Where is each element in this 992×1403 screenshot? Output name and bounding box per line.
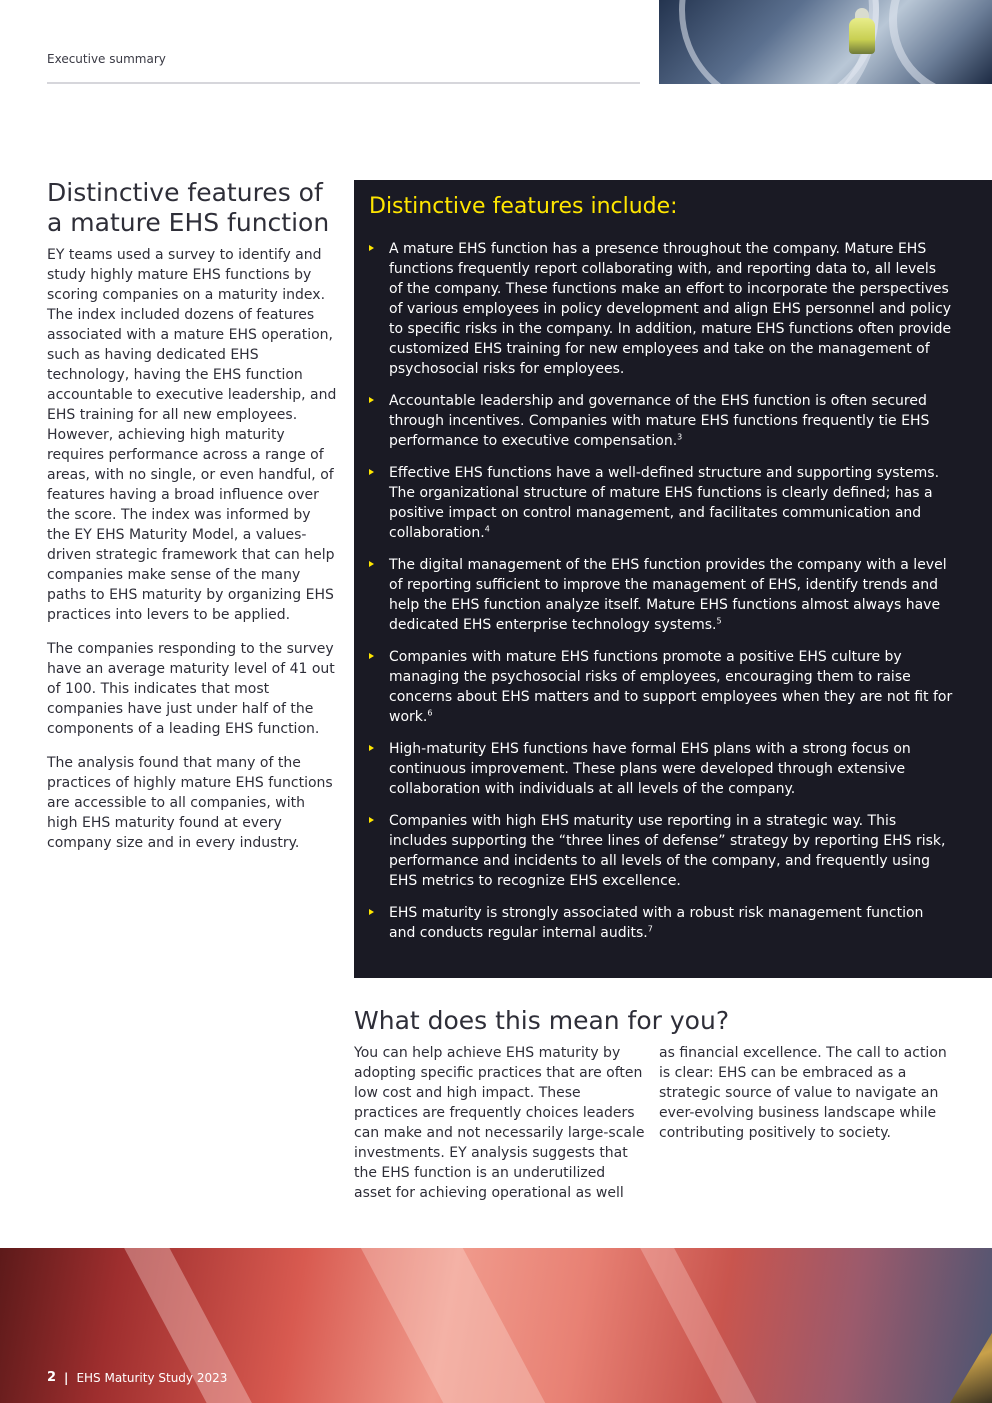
triangle-bullet-icon [369,909,374,915]
feature-text: A mature EHS function has a presence throughout the company. Mature EHS functions frequently report collaborating with, and reporting data to, all levels of the company. These functions make an effort to incorporate the perspectives of various employees in policy development and align EHS personnel and policy to specific risks in the company. In addition, mature EHS functions often provide customized EHS training for new employees and take on the management of psychosocial risks for employees. [389,241,952,377]
feature-text: EHS maturity is strongly associated with a robust risk management function and conducts regular internal audits. [389,905,924,941]
triangle-bullet-icon [369,469,374,475]
feature-text: Companies with mature EHS functions promote a positive EHS culture by managing the psychosocial risks of employees, encouraging them to raise concerns about EHS matters and to support employees when they are not fit for work. [389,649,953,725]
intro-heading: Distinctive features of a mature EHS function [47,178,330,237]
feature-text: Companies with high EHS maturity use reporting in a strategic way. This includes supporting the “three lines of defense” strategy by reporting EHS risk, performance and incidents to all levels of the company, and frequently using EHS metrics to recognize EHS excellence. [389,813,946,889]
triangle-bullet-icon [369,245,374,251]
features-panel [354,180,992,978]
feature-item [369,903,954,943]
features-list [369,239,954,955]
section-label: Executive summary [47,52,166,66]
triangle-bullet-icon [369,561,374,567]
feature-item [369,239,954,379]
feature-item [369,811,954,891]
footnote-ref: 4 [484,524,490,534]
meaning-heading: What does this mean for you? [354,1006,730,1035]
meaning-text-col2: as financial excellence. The call to action is clear: EHS can be embraced as a strategic source of value to navigate an ever-evolving business landscape while contributing positively to society. [659,1045,947,1141]
footnote-ref: 5 [716,616,722,626]
intro-paragraph: EY teams used a survey to identify and study highly mature EHS functions by scoring companies on a maturity index. The index included dozens of features associated with a mature EHS operation, such as having dedicated EHS technology, having the EHS function accountable to executive leadership, and EHS training for all new employees. However, achieving high maturity requires performance across a range of areas, with no single, or even handful, of features having a broad influence over the score. The index was informed by the EY EHS Maturity Model, a values-driven strategic framework that can help companies make sense of the many paths to EHS maturity by organizing EHS practices into levers to be applied. [47,247,337,623]
intro-paragraph: The companies responding to the survey have an average maturity level of 41 out of 100. This indicates that most companies have just under half of the components of a leading EHS function. [47,641,335,737]
publication-title: EHS Maturity Study 2023 [76,1370,228,1385]
header-photo [659,0,992,84]
triangle-bullet-icon [369,817,374,823]
feature-item [369,739,954,799]
triangle-bullet-icon [369,745,374,751]
feature-item [369,391,954,451]
intro-paragraph: The analysis found that many of the practices of highly mature EHS functions are accessible to all companies, with high EHS maturity found at every company size and in every industry. [47,755,333,851]
feature-item [369,555,954,635]
footnote-ref: 7 [647,924,653,934]
footnote-ref: 6 [427,708,433,718]
triangle-bullet-icon [369,397,374,403]
feature-item [369,463,954,543]
triangle-bullet-icon [369,653,374,659]
intro-column [47,178,337,867]
feature-text: The digital management of the EHS function provides the company with a level of reporting sufficient to improve the management of EHS, identify trends and help the EHS function analyze itself. Mature EHS functions almost always have dedicated EHS enterprise technology systems. [389,557,947,633]
footnote-ref: 3 [677,432,683,442]
header-divider [47,82,640,84]
meaning-text-col1: You can help achieve EHS maturity by adopting specific practices that are often low cost and high impact. These practices are frequently choices leaders can make and not necessarily large-scale investments. EY analysis suggests that the EHS function is an underutilized asset for achieving operational as well [354,1045,645,1201]
page-number: 2 [47,1370,57,1385]
feature-item [369,647,954,727]
feature-text: High-maturity EHS functions have formal EHS plans with a strong focus on continuous improvement. These plans were developed through extensive collaboration with individuals at all levels of the company. [389,741,911,797]
feature-text: Accountable leadership and governance of the EHS function is often secured through incentives. Companies with mature EHS functions frequently tie EHS performance to executive compensation. [389,393,930,449]
features-heading: Distinctive features include: [369,194,678,219]
footer-separator: | [64,1370,69,1385]
feature-text: Effective EHS functions have a well-defined structure and supporting systems. The organizational structure of mature EHS functions is clearly defined; has a positive impact on control management, and facilitates communication and collaboration. [389,465,940,541]
page-footer [47,1370,227,1385]
